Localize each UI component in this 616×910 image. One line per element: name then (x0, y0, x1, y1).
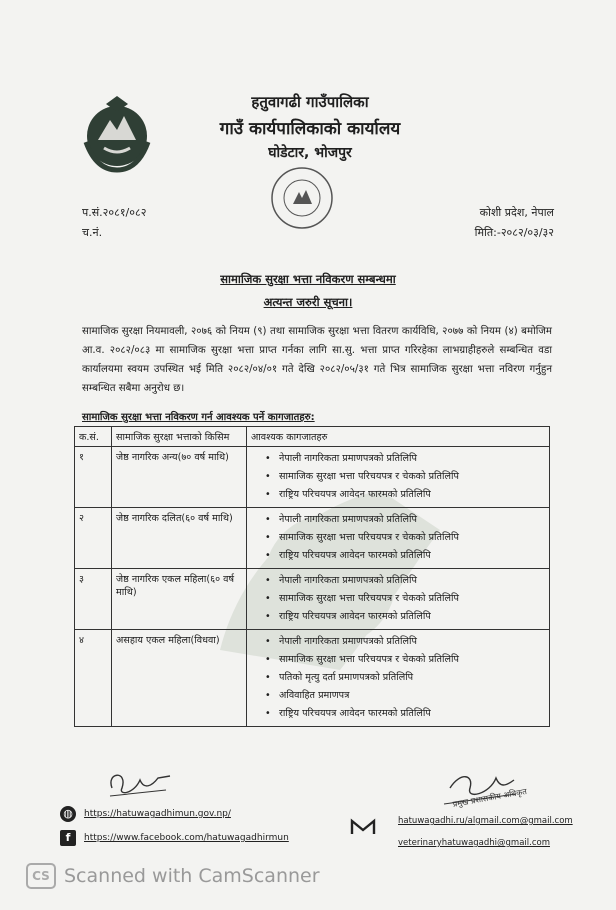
header-required-documents: आवश्यक कागजातहरु (247, 427, 550, 447)
notice-date: मिति:-२०८२/०३/३२ (474, 226, 554, 239)
table-row (75, 630, 550, 727)
facebook-link[interactable]: https://www.facebook.com/hatuwagadhirmun (84, 833, 289, 843)
email-veterinary[interactable]: veterinaryhatuwagadhi@gmail.com (398, 838, 550, 848)
globe-icon: ◍ (60, 806, 76, 822)
table-header-row (75, 427, 550, 447)
header-allowance-type: सामाजिक सुरक्षा भत्ताको किसिम (112, 427, 247, 447)
notice-body: सामाजिक सुरक्षा नियमावली, २०७६ को नियम (९) तथा सामाजिक सुरक्षा भत्ता वितरण कार्यविधि, २०७७ को नियम (४) बमोजिम आ.व. २०८२/०८३ मा सामाजिक सुरक्षा भत्ता प्राप्त गर्नका लागि सा.सु. भत्ता प्राप्त गरिरहेका लाभग्राहीहरुले सम्बन्धित वडा कार्यालयमा स्वयम उपस्थित भई मिति २०८२/०४/०१ गते देखि २०८२/०५/३१ गते भित्र सामाजिक सुरक्षा भत्ता नविरण गर्नुहुन सम्बन्धित सबैमा अनुरोध छ। (82, 326, 552, 394)
document-item: • नेपाली नागरिकता प्रमाणपत्रको प्रतिलिपि (279, 572, 545, 590)
document-item: • राष्ट्रिय परिचयपत्र आवेदन फारमको प्रतिलिपि (279, 486, 545, 504)
subject-line: सामाजिक सुरक्षा भत्ता नविकरण सम्बन्धमा (220, 272, 396, 286)
document-item: • राष्ट्रिय परिचयपत्र आवेदन फारमको प्रतिलिपि (279, 705, 545, 723)
row-documents (247, 630, 550, 727)
document-item: • सामाजिक सुरक्षा भत्ता परिचयपत्र र चेकको प्रतिलिपि (279, 468, 545, 486)
row-documents (247, 569, 550, 630)
document-item: • नेपाली नागरिकता प्रमाणपत्रको प्रतिलिपि (279, 633, 545, 651)
reference-block (82, 203, 146, 243)
row-allowance-type: असहाय एकल महिला(विधवा) (112, 630, 247, 727)
camscanner-watermark (26, 863, 320, 889)
nepal-emblem (76, 92, 158, 174)
table-row (75, 569, 550, 630)
header-serial: क.सं. (75, 427, 112, 447)
document-item: • राष्ट्रिय परिचयपत्र आवेदन फारमको प्रतिलिपि (279, 547, 545, 565)
website-row (60, 806, 231, 822)
province: कोशी प्रदेश, नेपाल (479, 206, 554, 219)
row-documents (247, 447, 550, 508)
camscanner-text: Scanned with CamScanner (64, 865, 320, 887)
row-documents (247, 508, 550, 569)
website-link[interactable]: https://hatuwagadhimun.gov.np/ (84, 809, 231, 819)
office-name: हतुवागढी गाउँपालिका (251, 93, 369, 111)
row-serial: २ (75, 508, 112, 569)
table-row (75, 508, 550, 569)
document-item: • सामाजिक सुरक्षा भत्ता परिचयपत्र र चेकको प्रतिलिपि (279, 529, 545, 547)
document-item: • पतिको मृत्यु दर्ता प्रमाणपत्रको प्रतिलिपि (279, 669, 545, 687)
facebook-row (60, 830, 289, 846)
reference-number: प.सं.२०८१/०८२ (82, 206, 147, 219)
notice-title: अत्यन्त जरुरी सूचना। (263, 295, 353, 309)
row-allowance-type: जेष्ठ नागरिक अन्य(७० वर्ष माथि) (112, 447, 247, 508)
table-caption: सामाजिक सुरक्षा भत्ता नविकरण गर्न आवश्यक पर्ने कागजातहरु: (82, 412, 315, 423)
document-item: • अविवाहित प्रमाणपत्र (279, 687, 545, 705)
office-location: घोडेटार, भोजपुर (268, 145, 352, 161)
row-allowance-type: जेष्ठ नागरिक एकल महिला(६० वर्ष माथि) (112, 569, 247, 630)
document-item: • सामाजिक सुरक्षा भत्ता परिचयपत्र र चेकको प्रतिलिपि (279, 590, 545, 608)
office-stamp (266, 162, 338, 234)
document-item: • नेपाली नागरिकता प्रमाणपत्रको प्रतिलिपि (279, 450, 545, 468)
camscanner-logo-icon: CS (26, 863, 56, 889)
dispatch-number: च.नं. (82, 226, 103, 239)
office-title: गाउँ कार्यपालिकाको कार्यालय (219, 119, 401, 139)
facebook-icon: f (60, 830, 76, 846)
signatory-title: प्रमुख प्रशासकीय अधिकृत (452, 786, 528, 809)
mail-icon (350, 818, 376, 836)
row-allowance-type: जेष्ठ नागरिक दलित(६० वर्ष माथि) (112, 508, 247, 569)
documents-table (74, 426, 550, 727)
left-signature (104, 766, 176, 800)
document-item: • राष्ट्रिय परिचयपत्र आवेदन फारमको प्रतिलिपि (279, 608, 545, 626)
table-row (75, 447, 550, 508)
meta-block (475, 203, 554, 243)
document-item: • नेपाली नागरिकता प्रमाणपत्रको प्रतिलिपि (279, 511, 545, 529)
row-serial: १ (75, 447, 112, 508)
row-serial: ४ (75, 630, 112, 727)
document-item: • सामाजिक सुरक्षा भत्ता परिचयपत्र र चेकको प्रतिलिपि (279, 651, 545, 669)
row-serial: ३ (75, 569, 112, 630)
email-primary[interactable]: hatuwagadhi.ru/algmail.com@gmail.com (398, 816, 573, 826)
